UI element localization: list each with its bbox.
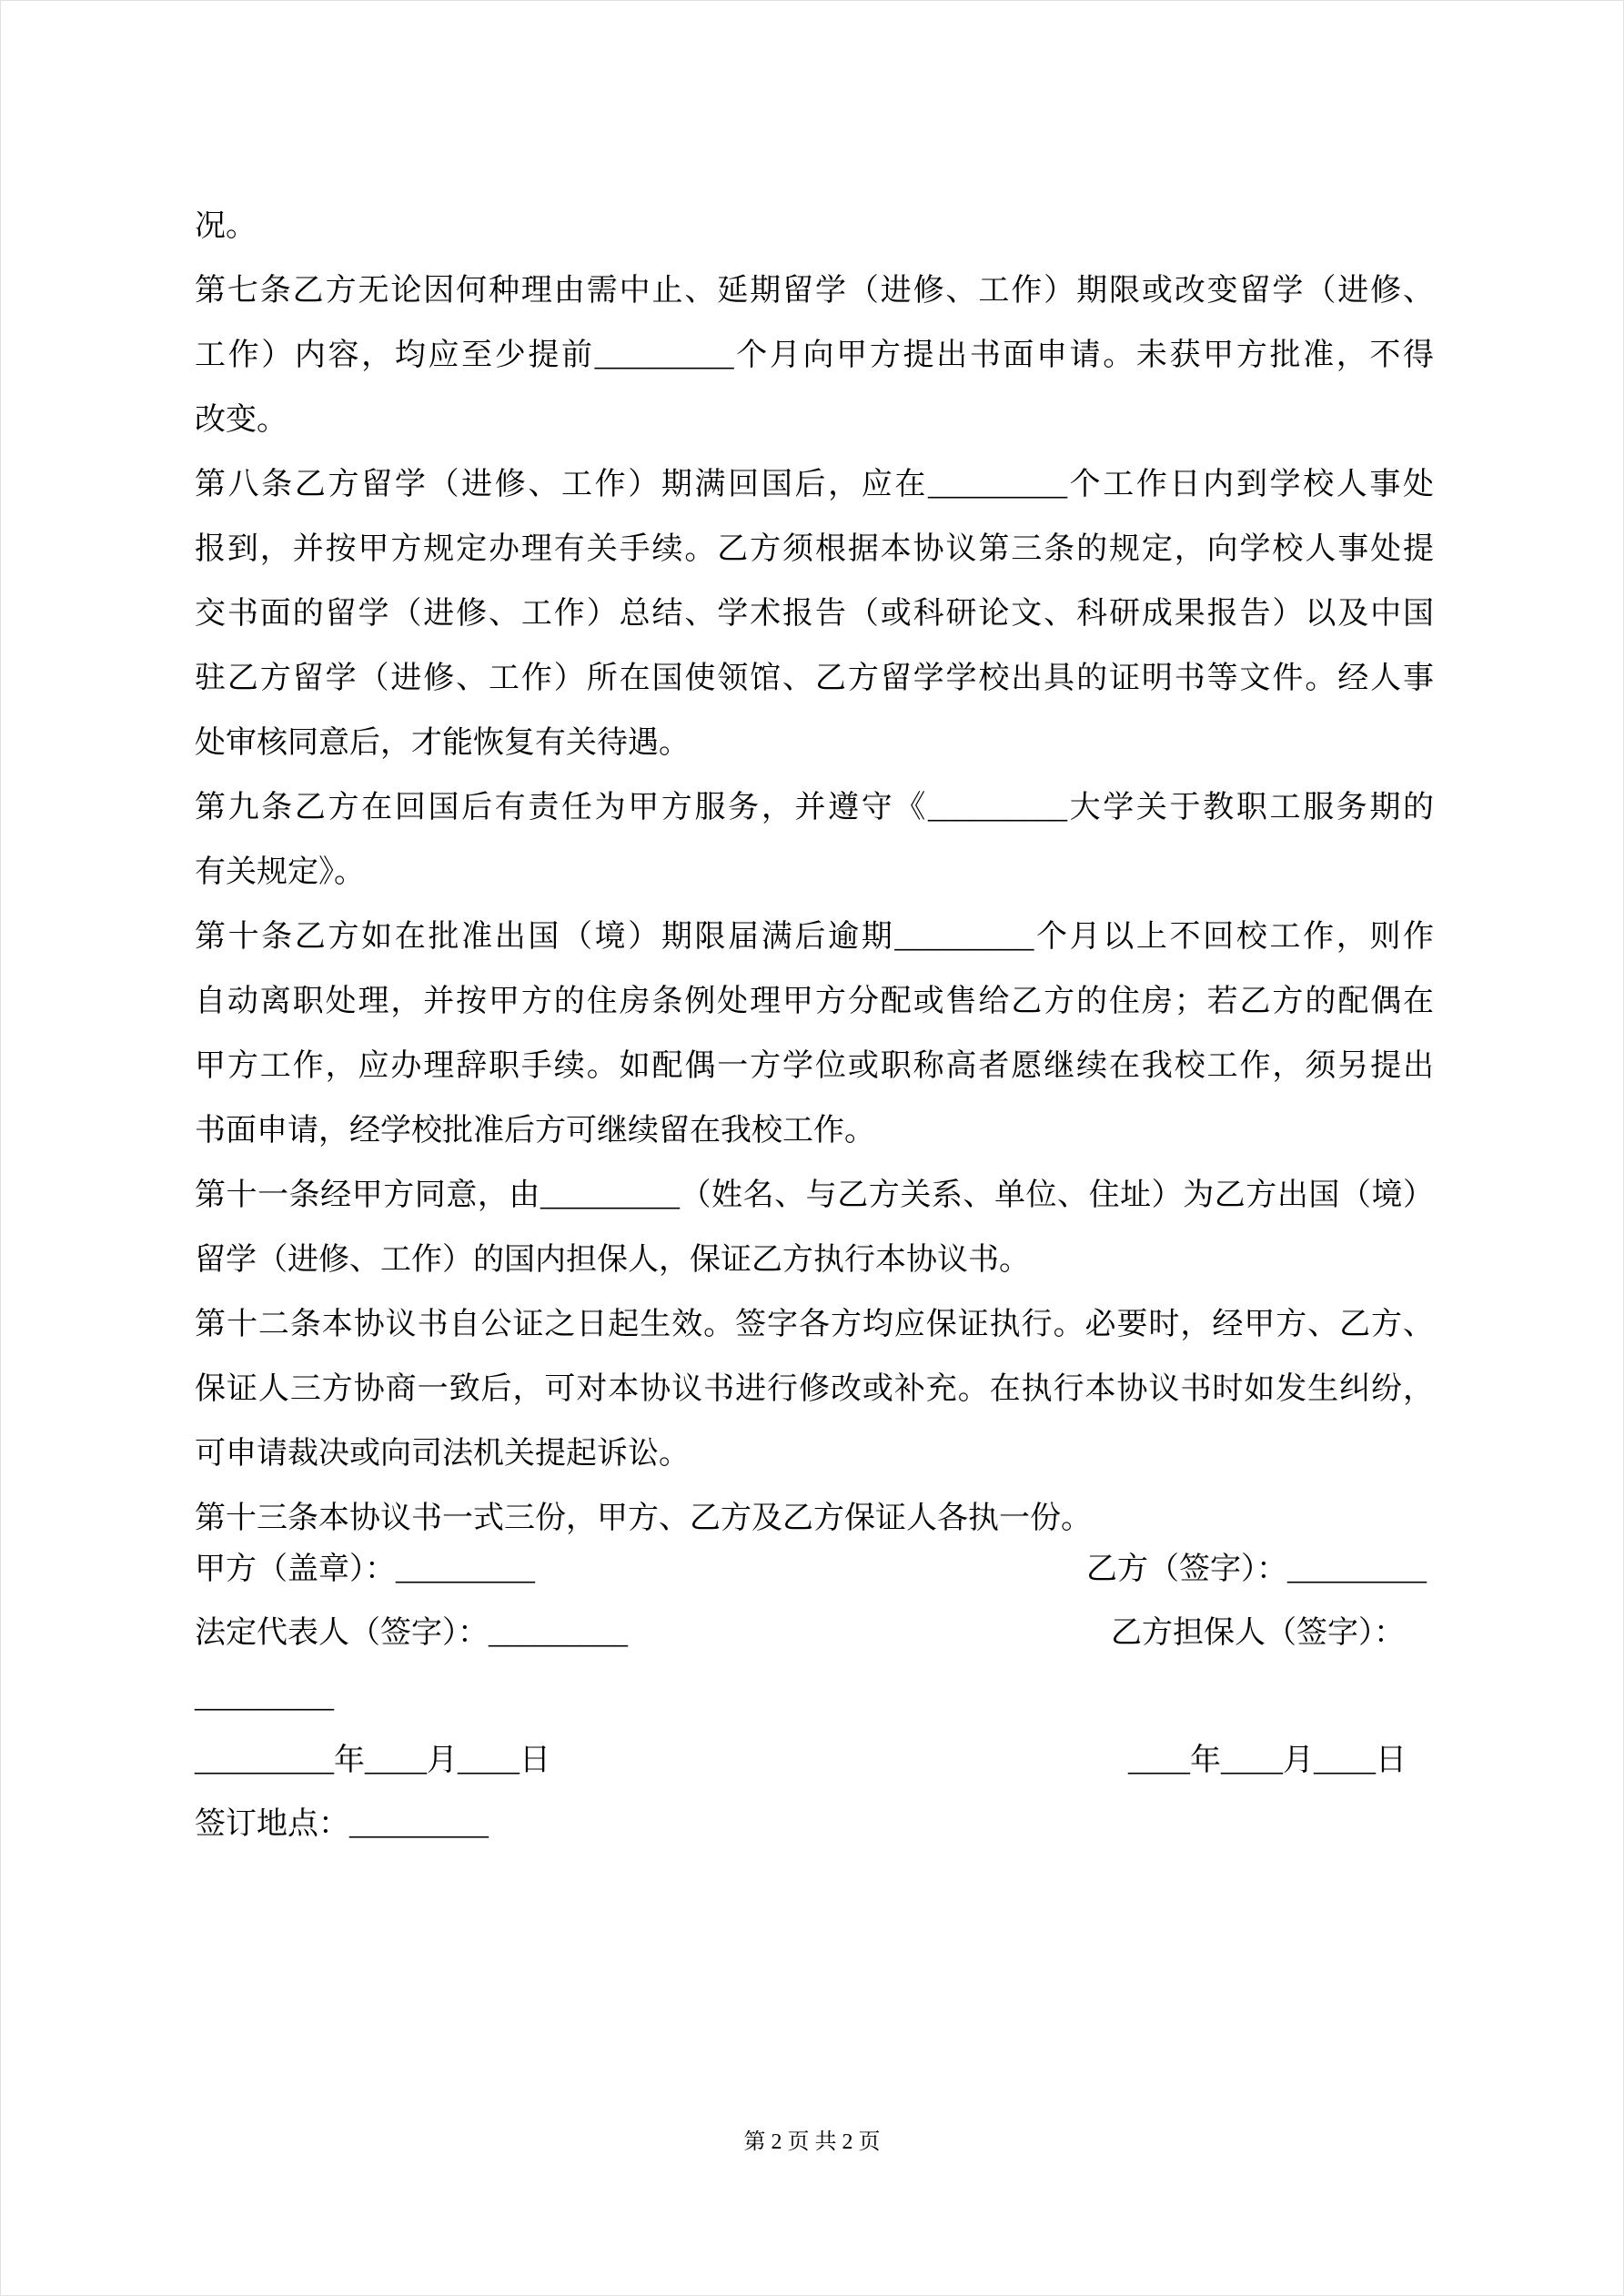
body-line: 第十三条本协议书一式三份，甲方、乙方及乙方保证人各执一份。 bbox=[195, 1502, 1092, 1535]
legal-rep-sign-label: 法定代表人（签字）：_________ bbox=[195, 1616, 628, 1650]
body-line: 驻乙方留学（进修、工作）所在国使领馆、乙方留学学校出具的证明书等文件。经人事 bbox=[195, 662, 1434, 695]
body-line: 书面申请，经学校批准后方可继续留在我校工作。 bbox=[195, 1114, 875, 1148]
date-left-label: _________年____月____日 bbox=[195, 1744, 550, 1777]
body-line: 交书面的留学（进修、工作）总结、学术报告（或科研论文、科研成果报告）以及中国 bbox=[195, 597, 1434, 631]
party-b-guarantor-label: 乙方担保人（签字）： bbox=[1111, 1616, 1405, 1650]
signature-block bbox=[195, 1538, 1434, 1856]
page-number: 第 2 页 共 2 页 bbox=[743, 2130, 881, 2154]
body-line: 第十一条经甲方同意，由_________（姓名、与乙方关系、单位、住址）为乙方出国（境） bbox=[195, 1178, 1434, 1212]
body-line: 第十条乙方如在批准出国（境）期限届满后逾期_________个月以上不回校工作，则作 bbox=[195, 920, 1434, 954]
body-line: 自动离职处理，并按甲方的住房条例处理甲方分配或售给乙方的住房；若乙方的配偶在 bbox=[195, 985, 1434, 1018]
signature-row-place bbox=[195, 1793, 1434, 1856]
body-line: 甲方工作，应办理辞职手续。如配偶一方学位或职称高者愿继续在我校工作，须另提出 bbox=[195, 1049, 1434, 1083]
body-line: 况。 bbox=[195, 209, 257, 243]
body-line: 工作）内容，均应至少提前_________个月向甲方提出书面申请。未获甲方批准，不得 bbox=[195, 339, 1434, 372]
signature-row-seal bbox=[195, 1538, 1434, 1602]
body-line: 有关规定》。 bbox=[195, 855, 365, 889]
party-b-sign-label: 乙方（签字）：_________ bbox=[1086, 1553, 1427, 1586]
body-line: 第七条乙方无论因何种理由需中止、延期留学（进修、工作）期限或改变留学（进修、 bbox=[195, 274, 1434, 308]
signing-place-label: 签订地点：_________ bbox=[195, 1807, 489, 1841]
guarantor-blank-line: _________ bbox=[195, 1680, 334, 1714]
body-line: 留学（进修、工作）的国内担保人，保证乙方执行本协议书。 bbox=[195, 1243, 1030, 1277]
party-a-seal-label: 甲方（盖章）：_________ bbox=[195, 1553, 535, 1586]
body-line: 可申请裁决或向司法机关提起诉讼。 bbox=[195, 1437, 690, 1471]
body-line: 保证人三方协商一致后，可对本协议书进行修改或补充。在执行本协议书时如发生纠纷， bbox=[195, 1372, 1434, 1406]
signature-row-representative bbox=[195, 1602, 1434, 1665]
date-right-label: ____年____月____日 bbox=[1128, 1744, 1407, 1777]
contract-body bbox=[195, 194, 1434, 1551]
body-line: 改变。 bbox=[195, 403, 287, 437]
body-line: 处审核同意后，才能恢复有关待遇。 bbox=[195, 726, 690, 760]
body-line: 第十二条本协议书自公证之日起生效。签字各方均应保证执行。必要时，经甲方、乙方、 bbox=[195, 1308, 1434, 1341]
signature-row-dates bbox=[195, 1729, 1434, 1793]
body-line: 报到，并按甲方规定办理有关手续。乙方须根据本协议第三条的规定，向学校人事处提 bbox=[195, 532, 1434, 566]
signature-row-guarantor-blank bbox=[195, 1665, 1434, 1729]
body-line: 第九条乙方在回国后有责任为甲方服务，并遵守《_________大学关于教职工服务期的 bbox=[195, 791, 1434, 824]
body-line: 第八条乙方留学（进修、工作）期满回国后，应在_________个工作日内到学校人事处 bbox=[195, 468, 1434, 501]
